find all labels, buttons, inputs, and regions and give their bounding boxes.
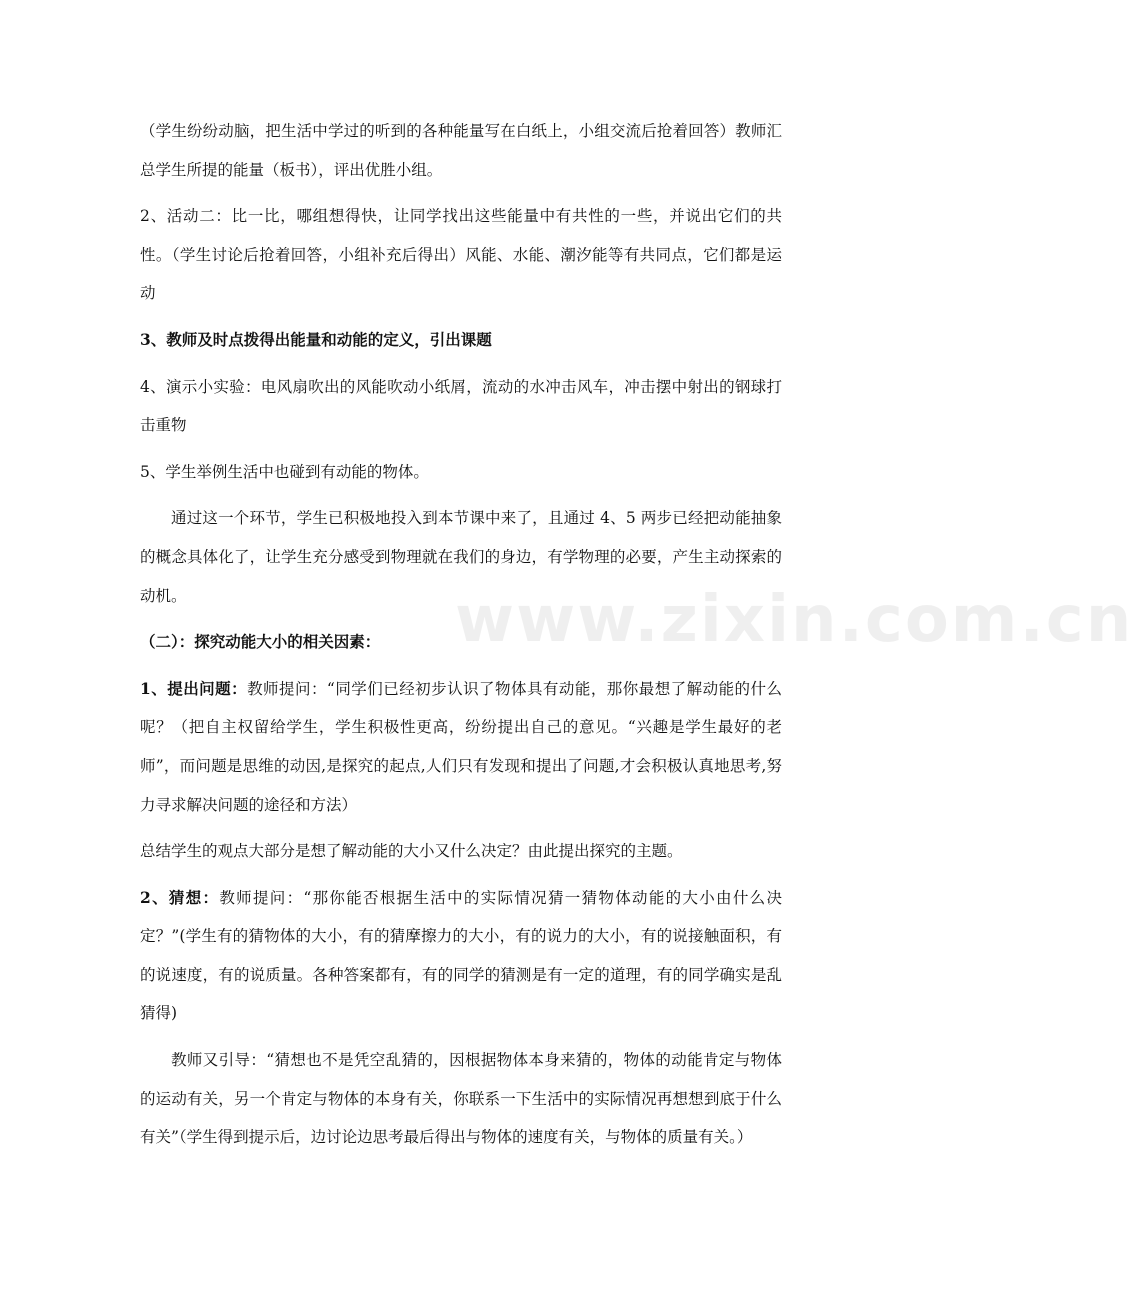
paragraph-raise-question <box>140 670 782 824</box>
paragraph-teacher-guidance: 教师又引导：“猜想也不是凭空乱猜的，因根据物体本身来猜的，物体的动能肯定与物体的运动有关，另一个肯定与物体的本身有关，你联系一下生活中的实际情况再想想到底于什么有关”（学生得到提示后，边讨论边思考最后得出与物体的速度有关，与物体的质量有关。） <box>140 1051 782 1147</box>
paragraph-activity-two: 2、活动二：比一比，哪组想得快，让同学找出这些能量中有共性的一些，并说出它们的共性。（学生讨论后抢着回答，小组补充后得出）风能、水能、潮汐能等有共同点，它们都是运动 <box>140 207 782 303</box>
paragraph-teacher-definition: 3、教师及时点拨得出能量和动能的定义，引出课题 <box>140 329 492 349</box>
paragraph-student-answers: （学生纷纷动脑，把生活中学过的听到的各种能量写在白纸上，小组交流后抢着回答）教师汇总学生所提的能量（板书），评出优胜小组。 <box>140 122 782 179</box>
paragraph-body-hypothesis: 教师提问：“那你能否根据生活中的实际情况猜一猜物体动能的大小由什么决定？”(学生有的猜物体的大小，有的猜摩擦力的大小，有的说力的大小，有的说接触面积，有的说速度，有的说质量。各种答案都有，有的同学的猜测是有一定的道理，有的同学确实是乱猜得) <box>140 888 782 1023</box>
document-body <box>140 112 782 1165</box>
paragraph-hypothesis <box>140 879 782 1033</box>
watermark: www.zixin.com.cn <box>455 583 1133 657</box>
paragraph-summary: 通过这一个环节，学生已积极地投入到本节课中来了，且通过 4、5 两步已经把动能抽象的概念具体化了，让学生充分感受到物理就在我们的身边，有学物理的必要，产生主动探索的动机。 <box>140 509 782 605</box>
paragraph-body-raise-question: 教师提问：“同学们已经初步认识了物体具有动能，那你最想了解动能的什么呢？（把自主权留给学生，学生积极性更高，纷纷提出自己的意见。“兴趣是学生最好的老师”，而问题是思维的动因,是探究的起点,人们只有发现和提出了问题,才会积极认真地思考,努力寻求解决问题的途径和方法） <box>140 679 782 814</box>
paragraph-lead-raise-question: 1、提出问题： <box>140 678 248 698</box>
paragraph-conclusion-topic: 总结学生的观点大部分是想了解动能的大小又什么决定？由此提出探究的主题。 <box>140 842 683 861</box>
section-heading-explore: （二）：探究动能大小的相关因素： <box>140 632 381 652</box>
paragraph-lead-hypothesis: 2、猜想： <box>140 887 220 907</box>
paragraph-student-examples: 5、学生举例生活中也碰到有动能的物体。 <box>140 462 429 481</box>
paragraph-demo-experiment: 4、演示小实验：电风扇吹出的风能吹动小纸屑，流动的水冲击风车，冲击摆中射出的钢球打击重物 <box>140 377 782 435</box>
